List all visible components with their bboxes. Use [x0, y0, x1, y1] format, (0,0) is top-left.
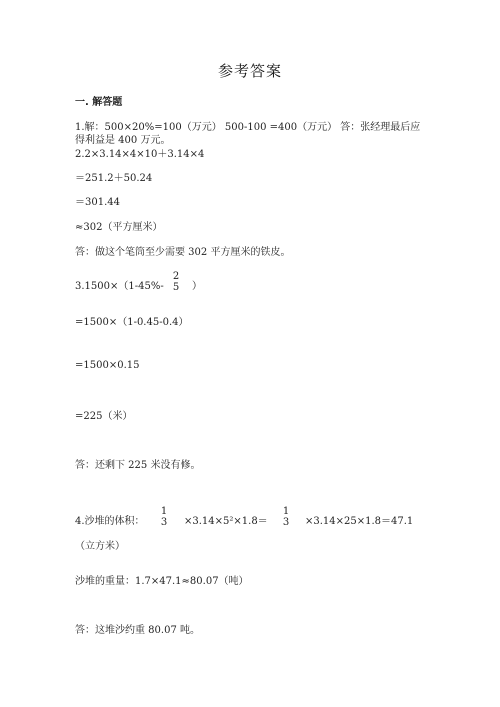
q2-line-3: ＝301.44: [75, 197, 120, 208]
q2-line-4: ≈302（平方厘米）: [75, 222, 163, 233]
q3-fraction: [170, 271, 182, 293]
q4-fraction-2: [280, 506, 292, 528]
page-title: 参考答案: [217, 62, 282, 80]
q3-fraction-denominator: 5: [172, 282, 180, 293]
q4-answer: 答：这堆沙约重 80.07 吨。: [75, 625, 200, 636]
q4-fraction-2-denominator: 3: [282, 517, 290, 528]
q3-answer: 答：还剩下 225 米没有修。: [75, 460, 201, 471]
q4-fraction-1-numerator: 1: [160, 506, 168, 517]
q1-line-1: 1.解：500×20%=100（万元） 500-100 =400（万元） 答：张经理最后应: [75, 122, 421, 133]
section-heading: 一. 解答题: [75, 97, 123, 108]
q4-fraction-1: [158, 506, 170, 528]
q3-fraction-numerator: 2: [172, 271, 180, 282]
q3-line-4: =225（米）: [75, 411, 133, 422]
q4-prefix: 4.沙堆的体积：: [75, 516, 145, 527]
q4-weight: 沙堆的重量：1.7×47.1≈80.07（吨）: [75, 576, 249, 587]
q3-line-2: =1500×（1-0.45-0.4）: [75, 317, 189, 328]
q2-line-1: 2.2×3.14×4×10＋3.14×4: [75, 149, 205, 160]
q3-line-1-suffix: ）: [192, 281, 202, 292]
q2-line-2: ＝251.2＋50.24: [75, 173, 153, 184]
q4-fraction-1-denominator: 3: [160, 517, 168, 528]
q1-line-2: 得利益是 400 万元。: [75, 135, 171, 146]
q4-middle: ×3.14×5²×1.8＝: [184, 516, 268, 527]
q4-suffix: ×3.14×25×1.8＝47.1: [305, 516, 414, 527]
q4-unit-line: （立方米）: [75, 541, 125, 552]
q3-line-1-prefix: 3.1500×（1-45%-: [75, 281, 164, 292]
q3-line-3: =1500×0.15: [75, 360, 140, 371]
q4-fraction-2-numerator: 1: [282, 506, 290, 517]
q2-answer: 答：做这个笔筒至少需要 302 平方厘米的铁皮。: [75, 247, 291, 258]
